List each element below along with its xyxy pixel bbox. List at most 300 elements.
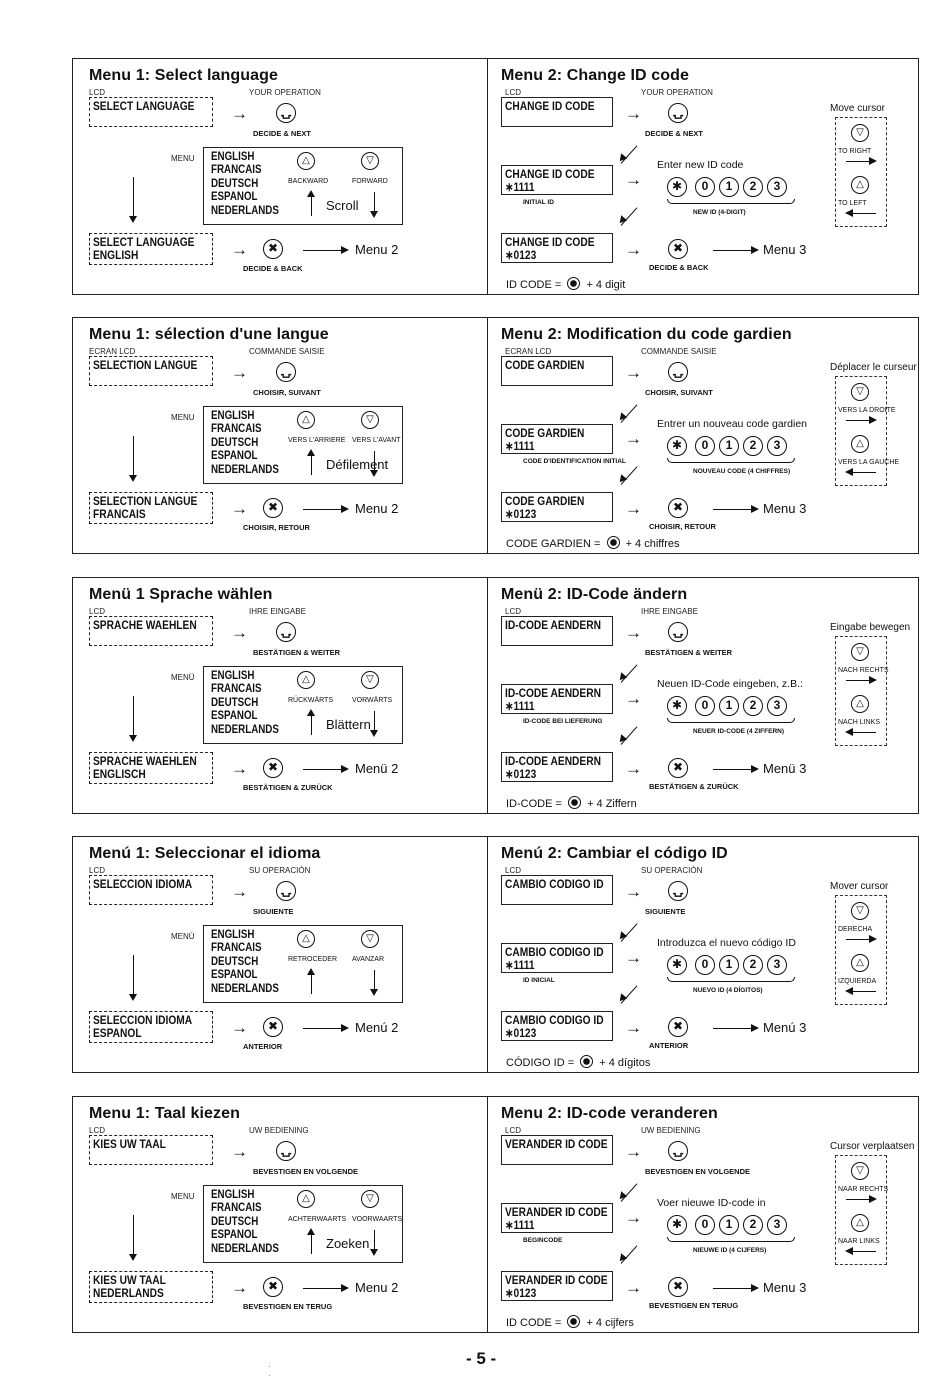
right-arrow-line: [846, 680, 870, 681]
keypad-sequence: [667, 1215, 797, 1237]
lcd-label: LCD: [89, 866, 106, 875]
menu-key-icon: [607, 536, 620, 549]
digits-label: + 4 dígitos: [599, 1057, 651, 1069]
decide-back-caption: BESTÄTIGEN & ZURÜCK: [243, 783, 333, 792]
next-menu-label: Menu 3: [763, 242, 807, 257]
language-item: NEDERLANDS: [211, 463, 279, 476]
menu2-title: Menu 2: Change ID code: [501, 67, 689, 84]
up-triangle-icon[interactable]: △: [851, 954, 869, 972]
bell-icon[interactable]: ⍽: [668, 103, 688, 123]
menu-key-icon: [568, 796, 581, 809]
language-item: ESPANOL: [211, 1229, 258, 1242]
operation-label: COMMANDE SAISIE: [641, 347, 717, 356]
language-item: DEUTSCH: [211, 955, 259, 968]
scroll-down-arrowhead: [370, 989, 378, 996]
menu2-lcd-screen-new: VERANDER ID CODE ∗0123: [501, 1271, 613, 1301]
manual-section: [72, 836, 919, 1073]
flow-down-line: [133, 436, 134, 476]
next-menu-line: [713, 1288, 753, 1289]
right-arrow: →: [231, 363, 248, 382]
right-arrow-line: [846, 939, 870, 940]
down-triangle-icon[interactable]: ▽: [851, 383, 869, 401]
star-key-icon[interactable]: ✱: [667, 177, 687, 197]
key-3-icon[interactable]: 3: [767, 177, 787, 197]
cursor-box: [835, 117, 887, 227]
next-menu-arrowhead: [751, 505, 759, 513]
language-list-box: [203, 666, 403, 744]
menu2-lcd-screen-initial: CODE GARDIEN ∗1111: [501, 424, 613, 454]
new-id-brace: [667, 199, 795, 204]
up-triangle-icon[interactable]: △: [851, 176, 869, 194]
right-arrow: →: [231, 759, 248, 778]
flow-down-arrowhead: [129, 735, 137, 742]
bell-icon[interactable]: ⍽: [668, 362, 688, 382]
x-icon[interactable]: ✖: [668, 1017, 688, 1037]
language-item: FRANCAIS: [211, 1202, 262, 1215]
scroll-label: Défilement: [326, 457, 389, 472]
key-1-icon[interactable]: 1: [719, 1215, 739, 1235]
decide-next-caption: CHOISIR, SUIVANT: [253, 388, 321, 397]
right-arrow: →: [625, 1018, 642, 1037]
left-arrow-line: [852, 213, 876, 214]
language-item: DEUTSCH: [211, 696, 259, 709]
forward-label: VORWÄRTS: [352, 697, 393, 704]
star-key-icon[interactable]: ✱: [667, 1215, 687, 1235]
flow-diagonal-arrowhead: [617, 993, 628, 1004]
bell-icon[interactable]: ⍽: [276, 103, 296, 123]
language-item: NEDERLANDS: [211, 982, 279, 995]
initial-id-caption: ID INICIAL: [523, 977, 555, 984]
right-arrow: →: [625, 882, 642, 901]
up-triangle-icon[interactable]: △: [297, 152, 315, 170]
scan-dots: · ·: [268, 1362, 271, 1380]
key-1-icon[interactable]: 1: [719, 955, 739, 975]
new-id-brace: [667, 458, 795, 463]
up-triangle-icon[interactable]: △: [851, 695, 869, 713]
menu2-lcd-screen-initial: CAMBIO CODIGO ID ∗1111: [501, 943, 613, 973]
menu2-step1-caption: CHOISIR, SUIVANT: [645, 388, 713, 397]
id-code-label: ID-CODE =: [506, 798, 562, 810]
language-item: ENGLISH: [211, 151, 255, 163]
next-menu-line: [303, 1288, 343, 1289]
language-item: DEUTSCH: [211, 1215, 259, 1228]
key-0-icon[interactable]: 0: [695, 955, 715, 975]
next-menu-label: Menü 2: [355, 761, 399, 776]
menu2-title: Menu 2: ID-code veranderen: [501, 1105, 718, 1122]
to-left-label: TO LEFT: [838, 200, 867, 207]
id-code-label: CODE GARDIEN =: [506, 538, 601, 550]
enter-new-code-text: Introduzca el nuevo código ID: [657, 937, 796, 949]
language-list-box: [203, 147, 403, 225]
x-icon[interactable]: ✖: [668, 758, 688, 778]
operation-label: IHRE EINGABE: [641, 607, 698, 616]
scroll-down-line: [374, 451, 375, 471]
decide-next-caption: SIGUIENTE: [253, 907, 294, 916]
bell-icon[interactable]: ⍽: [276, 1141, 296, 1161]
next-menu-label: Menu 2: [355, 501, 399, 516]
next-menu-arrowhead: [341, 246, 349, 254]
language-list: [211, 410, 291, 477]
key-2-icon[interactable]: 2: [743, 177, 763, 197]
right-arrowhead: [869, 416, 877, 424]
right-arrow-line: [846, 1199, 870, 1200]
menu1-lcd-screen: SELECT LANGUAGE: [89, 97, 213, 127]
right-arrow: →: [231, 1278, 248, 1297]
menu1-title: Menu 1: Taal kiezen: [89, 1105, 240, 1122]
menu2-lcd-screen-new: ID-CODE AENDERN ∗0123: [501, 752, 613, 782]
enter-new-code-text: Neuen ID-Code eingeben, z.B.:: [657, 678, 803, 690]
flow-diagonal-arrowhead: [617, 734, 628, 745]
menu1-lcd-screen: SELECTION LANGUE: [89, 356, 213, 386]
language-item: ESPANOL: [211, 969, 258, 982]
right-arrow: →: [625, 499, 642, 518]
digits-label: + 4 Ziffern: [587, 798, 637, 810]
backward-label: RETROCEDER: [288, 956, 338, 963]
down-triangle-icon[interactable]: ▽: [361, 152, 379, 170]
lcd-label: ECRAN LCD: [89, 347, 136, 356]
right-arrow: →: [231, 623, 248, 642]
menu2-lcd-screen-initial: CHANGE ID CODE ∗1111: [501, 165, 613, 195]
menu-label: MENU: [171, 154, 195, 163]
to-left-label: NAAR LINKS: [838, 1238, 880, 1245]
menu-key-icon: [580, 1055, 593, 1068]
right-arrow: →: [625, 1208, 642, 1227]
language-item: FRANCAIS: [211, 423, 262, 436]
star-key-icon[interactable]: ✱: [667, 696, 687, 716]
scroll-up-arrowhead: [307, 190, 315, 197]
menu2-title: Menú 2: Cambiar el código ID: [501, 845, 728, 862]
section-divider: [487, 1097, 488, 1332]
next-menu-label: Menu 3: [763, 501, 807, 516]
right-arrow: →: [625, 759, 642, 778]
id-code-label: ID CODE =: [506, 279, 562, 291]
menu2-step3-caption: BESTÄTIGEN & ZURÜCK: [649, 782, 739, 791]
next-menu-line: [303, 250, 343, 251]
menu1-title: Menú 1: Seleccionar el idioma: [89, 845, 321, 862]
right-arrow: →: [625, 240, 642, 259]
id-code-label: ID CODE =: [506, 1317, 562, 1329]
decide-next-caption: DECIDE & NEXT: [253, 129, 311, 138]
flow-diagonal-arrowhead: [617, 215, 628, 226]
right-arrow: →: [231, 499, 248, 518]
to-left-label: VERS LA GAUCHE: [838, 459, 900, 466]
operation-label: COMMANDE SAISIE: [249, 347, 325, 356]
enter-new-code-text: Entrer un nouveau code gardien: [657, 418, 808, 430]
menu1-lcd-screen-2: SPRACHE WAEHLEN ENGLISCH: [89, 752, 213, 784]
key-2-icon[interactable]: 2: [743, 1215, 763, 1235]
section-divider: [487, 318, 488, 553]
menu1-title: Menü 1 Sprache wählen: [89, 586, 273, 603]
language-item: NEDERLANDS: [211, 204, 279, 217]
menu1-lcd-screen-2: SELECTION LANGUE FRANCAIS: [89, 492, 213, 524]
x-icon[interactable]: ✖: [263, 758, 283, 778]
down-triangle-icon[interactable]: ▽: [851, 124, 869, 142]
manual-section: [72, 577, 919, 814]
key-3-icon[interactable]: 3: [767, 436, 787, 456]
operation-label: UW BEDIENING: [641, 1126, 701, 1135]
next-menu-arrowhead: [751, 765, 759, 773]
flow-down-line: [133, 1215, 134, 1255]
flow-down-arrowhead: [129, 994, 137, 1001]
scroll-down-arrowhead: [370, 470, 378, 477]
right-arrow-line: [846, 161, 870, 162]
menu-label: MENU: [171, 1192, 195, 1201]
to-right-label: NAAR RECHTS: [838, 1186, 889, 1193]
scroll-down-line: [374, 970, 375, 990]
section-divider: [487, 59, 488, 294]
initial-id-caption: CODE D'IDENTIFICATION INITIAL: [523, 458, 626, 465]
bell-icon[interactable]: ⍽: [276, 881, 296, 901]
menu1-title: Menu 1: Select language: [89, 67, 279, 84]
scroll-label: Blättern: [326, 717, 371, 732]
lcd-label: LCD: [505, 88, 522, 97]
next-menu-arrowhead: [341, 505, 349, 513]
menu1-lcd-screen: KIES UW TAAL: [89, 1135, 213, 1165]
language-list-box: [203, 925, 403, 1003]
key-2-icon[interactable]: 2: [743, 696, 763, 716]
scroll-down-arrowhead: [370, 211, 378, 218]
flow-down-line: [133, 955, 134, 995]
new-id-brace: [667, 1237, 795, 1242]
move-cursor-label: Cursor verplaatsen: [830, 1141, 915, 1152]
manual-section: [72, 58, 919, 295]
up-triangle-icon[interactable]: △: [297, 671, 315, 689]
move-cursor-label: Eingabe bewegen: [830, 622, 911, 633]
right-arrow: →: [625, 104, 642, 123]
language-item: FRANCAIS: [211, 164, 262, 177]
bell-icon[interactable]: ⍽: [668, 881, 688, 901]
scroll-up-arrowhead: [307, 709, 315, 716]
up-triangle-icon[interactable]: △: [851, 1214, 869, 1232]
x-icon[interactable]: ✖: [668, 498, 688, 518]
language-item: ENGLISH: [211, 929, 255, 941]
lcd-label: LCD: [505, 607, 522, 616]
up-triangle-icon[interactable]: △: [851, 435, 869, 453]
right-arrowhead: [869, 935, 877, 943]
language-list: [211, 151, 291, 218]
up-triangle-icon[interactable]: △: [297, 411, 315, 429]
flow-down-arrowhead: [129, 1254, 137, 1261]
digits-label: + 4 chiffres: [625, 538, 680, 550]
key-2-icon[interactable]: 2: [743, 436, 763, 456]
to-right-label: NACH RECHTS: [838, 667, 889, 674]
x-icon[interactable]: ✖: [263, 1277, 283, 1297]
menu2-title: Menü 2: ID-Code ändern: [501, 586, 688, 603]
up-triangle-icon[interactable]: △: [297, 1190, 315, 1208]
cursor-box: [835, 376, 900, 486]
key-0-icon[interactable]: 0: [695, 1215, 715, 1235]
right-arrow: →: [625, 429, 642, 448]
language-list: [211, 929, 291, 996]
left-arrowhead: [845, 987, 853, 995]
menu2-step3-caption: CHOISIR, RETOUR: [649, 522, 716, 531]
x-icon[interactable]: ✖: [263, 1017, 283, 1037]
key-1-icon[interactable]: 1: [719, 436, 739, 456]
new-id-caption: NEUER ID-CODE (4 ZIFFERN): [693, 728, 784, 735]
scroll-up-arrowhead: [307, 968, 315, 975]
operation-label: YOUR OPERATION: [249, 88, 321, 97]
right-arrow: →: [625, 948, 642, 967]
decide-next-caption: BEVESTIGEN EN VOLGENDE: [253, 1167, 359, 1176]
to-right-label: TO RIGHT: [838, 148, 872, 155]
bell-icon[interactable]: ⍽: [668, 622, 688, 642]
scroll-up-arrowhead: [307, 1228, 315, 1235]
right-arrow: →: [625, 623, 642, 642]
key-0-icon[interactable]: 0: [695, 177, 715, 197]
decide-next-caption: BESTÄTIGEN & WEITER: [253, 648, 341, 657]
bell-icon[interactable]: ⍽: [276, 362, 296, 382]
next-menu-line: [303, 769, 343, 770]
digits-label: + 4 cijfers: [586, 1317, 634, 1329]
cursor-box: [835, 895, 887, 1005]
menu2-lcd-screen: VERANDER ID CODE: [501, 1135, 613, 1165]
right-arrow: →: [231, 240, 248, 259]
initial-id-caption: INITIAL ID: [523, 199, 554, 206]
next-menu-label: Menu 2: [355, 242, 399, 257]
right-arrowhead: [869, 676, 877, 684]
operation-label: IHRE EINGABE: [249, 607, 306, 616]
x-icon[interactable]: ✖: [263, 239, 283, 259]
decide-back-caption: CHOISIR, RETOUR: [243, 523, 310, 532]
menu1-lcd-screen-2: SELECCION IDIOMA ESPANOL: [89, 1011, 213, 1043]
up-triangle-icon[interactable]: △: [297, 930, 315, 948]
key-3-icon[interactable]: 3: [767, 955, 787, 975]
id-code-formula: [506, 277, 625, 291]
key-2-icon[interactable]: 2: [743, 955, 763, 975]
id-code-formula: [506, 1315, 634, 1329]
scroll-down-arrowhead: [370, 730, 378, 737]
forward-label: VOORWAARTS: [352, 1216, 403, 1223]
menu2-lcd-screen: CHANGE ID CODE: [501, 97, 613, 127]
language-item: ENGLISH: [211, 1189, 255, 1201]
section-divider: [487, 837, 488, 1072]
right-arrow: →: [625, 1142, 642, 1161]
menu2-lcd-screen-initial: ID-CODE AENDERN ∗1111: [501, 684, 613, 714]
next-menu-label: Menú 3: [763, 1020, 807, 1035]
move-cursor-label: Mover cursor: [830, 881, 889, 892]
new-id-brace: [667, 718, 795, 723]
down-triangle-icon[interactable]: ▽: [851, 902, 869, 920]
bell-icon[interactable]: ⍽: [276, 622, 296, 642]
language-list-box: [203, 1185, 403, 1263]
flow-diagonal-arrowhead: [617, 474, 628, 485]
lcd-label: LCD: [505, 1126, 522, 1135]
key-1-icon[interactable]: 1: [719, 696, 739, 716]
down-triangle-icon[interactable]: ▽: [361, 1190, 379, 1208]
menu-label: MENU: [171, 413, 195, 422]
x-icon[interactable]: ✖: [668, 239, 688, 259]
forward-label: VERS L'AVANT: [352, 437, 401, 444]
down-triangle-icon[interactable]: ▽: [851, 1162, 869, 1180]
menu2-lcd-screen-initial: VERANDER ID CODE ∗1111: [501, 1203, 613, 1233]
new-id-caption: NIEUWE ID (4 CIJFERS): [693, 1247, 767, 1254]
cursor-box: [835, 1155, 887, 1265]
right-arrow-line: [846, 420, 870, 421]
language-item: DEUTSCH: [211, 436, 259, 449]
left-arrow-line: [852, 732, 876, 733]
next-menu-label: Menú 2: [355, 1020, 399, 1035]
operation-label: YOUR OPERATION: [641, 88, 713, 97]
next-menu-line: [713, 769, 753, 770]
down-triangle-icon[interactable]: ▽: [361, 411, 379, 429]
down-triangle-icon[interactable]: ▽: [361, 930, 379, 948]
right-arrow: →: [625, 170, 642, 189]
move-cursor-label: Déplacer le curseur: [830, 362, 917, 373]
next-menu-line: [713, 509, 753, 510]
next-menu-arrowhead: [751, 1284, 759, 1292]
lcd-label: LCD: [505, 866, 522, 875]
menu2-lcd-screen-new: CAMBIO CODIGO ID ∗0123: [501, 1011, 613, 1041]
move-cursor-label: Move cursor: [830, 103, 886, 114]
bell-icon[interactable]: ⍽: [668, 1141, 688, 1161]
menu2-step3-caption: BEVESTIGEN EN TERUG: [649, 1301, 739, 1310]
right-arrowhead: [869, 1195, 877, 1203]
menu2-title: Menu 2: Modification du code gardien: [501, 326, 792, 343]
language-item: ENGLISH: [211, 670, 255, 682]
left-arrowhead: [845, 209, 853, 217]
enter-new-code-text: Enter new ID code: [657, 159, 744, 171]
lcd-label: ECRAN LCD: [505, 347, 552, 356]
menu2-step1-caption: DECIDE & NEXT: [645, 129, 703, 138]
to-left-label: IZQUIERDA: [838, 978, 877, 985]
down-triangle-icon[interactable]: ▽: [851, 643, 869, 661]
next-menu-arrowhead: [341, 1024, 349, 1032]
star-key-icon[interactable]: ✱: [667, 955, 687, 975]
x-icon[interactable]: ✖: [668, 1277, 688, 1297]
language-list-box: [203, 406, 403, 484]
left-arrowhead: [845, 728, 853, 736]
next-menu-line: [303, 509, 343, 510]
next-menu-label: Menü 3: [763, 761, 807, 776]
down-triangle-icon[interactable]: ▽: [361, 671, 379, 689]
to-right-label: VERS LA DROITE: [838, 407, 896, 414]
lcd-label: LCD: [89, 88, 106, 97]
scroll-up-line: [311, 1234, 312, 1254]
decide-back-caption: ANTERIOR: [243, 1042, 283, 1051]
language-item: NEDERLANDS: [211, 723, 279, 736]
menu2-lcd-screen: ID-CODE AENDERN: [501, 616, 613, 646]
flow-down-arrowhead: [129, 216, 137, 223]
next-menu-label: Menu 2: [355, 1280, 399, 1295]
flow-diagonal-arrowhead: [617, 1191, 628, 1202]
key-0-icon[interactable]: 0: [695, 696, 715, 716]
star-key-icon[interactable]: ✱: [667, 436, 687, 456]
key-3-icon[interactable]: 3: [767, 696, 787, 716]
menu2-lcd-screen-new: CHANGE ID CODE ∗0123: [501, 233, 613, 263]
menu-label: MENÜ: [171, 673, 195, 682]
keypad-sequence: [667, 955, 797, 977]
menu-key-icon: [567, 277, 580, 290]
menu1-title: Menu 1: sélection d'une langue: [89, 326, 329, 343]
new-id-caption: NOUVEAU CODE (4 CHIFFRES): [693, 468, 791, 475]
flow-down-line: [133, 177, 134, 217]
flow-diagonal-arrowhead: [617, 931, 628, 942]
scroll-up-line: [311, 974, 312, 994]
id-code-formula: [506, 1055, 650, 1069]
next-menu-arrowhead: [751, 1024, 759, 1032]
to-left-label: NACH LINKS: [838, 719, 881, 726]
language-list: [211, 670, 291, 737]
menu2-lcd-screen-new: CODE GARDIEN ∗0123: [501, 492, 613, 522]
key-0-icon[interactable]: 0: [695, 436, 715, 456]
x-icon[interactable]: ✖: [263, 498, 283, 518]
scroll-up-line: [311, 455, 312, 475]
decide-back-caption: DECIDE & BACK: [243, 264, 303, 273]
enter-new-code-text: Voer nieuwe ID-code in: [657, 1197, 766, 1209]
key-3-icon[interactable]: 3: [767, 1215, 787, 1235]
language-item: ESPANOL: [211, 710, 258, 723]
key-1-icon[interactable]: 1: [719, 177, 739, 197]
